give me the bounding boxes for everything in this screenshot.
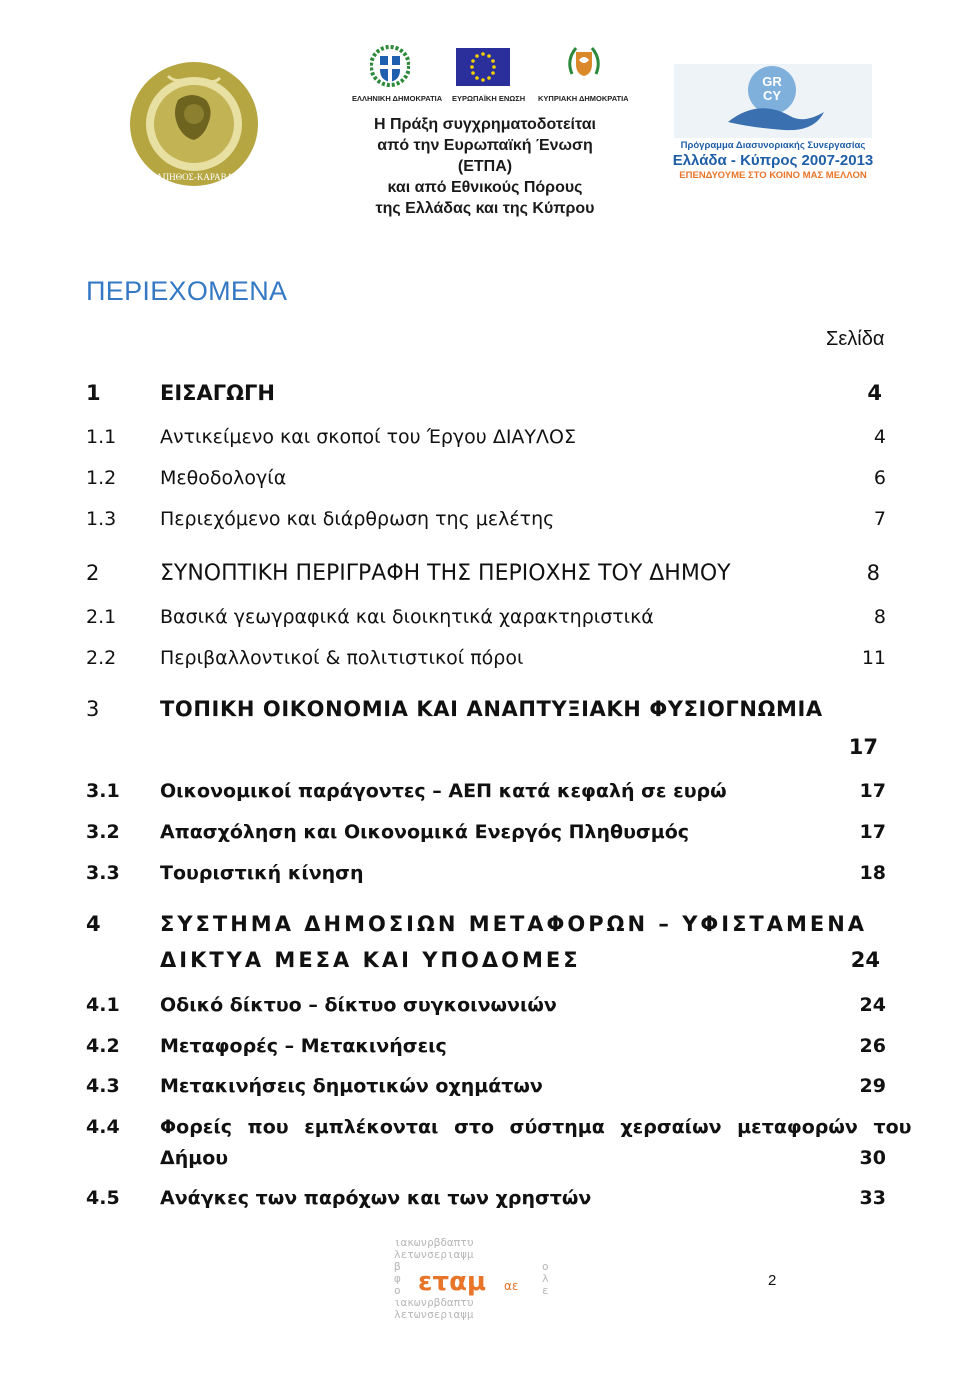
toc-entry-title: Μετακινήσεις δημοτικών οχημάτων	[160, 1075, 543, 1097]
toc-entry-number: 4	[86, 912, 101, 936]
program-emblem-icon	[668, 60, 878, 140]
toc-entry-number: 1.1	[86, 426, 117, 448]
toc-entry-title: Οικονομικοί παράγοντες – ΑΕΠ κατά κεφαλή σε ευρώ	[160, 780, 727, 802]
cofunding-line: της Ελλάδας και της Κύπρου	[375, 200, 595, 217]
cofunding-line: από την Ευρωπαϊκή Ένωση (ΕΤΠΑ)	[377, 137, 593, 175]
greek-emblem-icon	[370, 44, 410, 88]
program-line-2: Ελλάδα - Κύπρος 2007-2013	[672, 152, 874, 169]
toc-entry-title-continued: ΔΙΚΤΥΑ ΜΕΣΑ ΚΑΙ ΥΠΟΔΟΜΕΣ	[160, 948, 581, 972]
toc-entry-title: Απασχόληση και Οικονομικά Ενεργός Πληθυσμός	[160, 821, 690, 843]
toc-entry-title: ΣΥΝΟΠΤΙΚΗ ΠΕΡΙΓΡΑΦΗ ΤΗΣ ΠΕΡΙΟΧΗΣ ΤΟΥ ΔΗΜΟΥ	[160, 561, 731, 586]
program-line-1: Πρόγραμμα Διασυνοριακής Συνεργασίας	[680, 140, 866, 151]
toc-entry-title: Ανάγκες των παρόχων και των χρηστών	[160, 1187, 592, 1209]
toc-entry-title: Μεθοδολογία	[160, 467, 287, 489]
page-column-label: Σελίδα	[826, 328, 885, 350]
svg-text:ο: ο	[394, 1284, 401, 1297]
cofunding-line: Η Πράξη συγχρηματοδοτείται	[374, 116, 596, 133]
svg-text:ιακωνρβδαπτυ: ιακωνρβδαπτυ	[394, 1236, 474, 1249]
svg-text:ε: ε	[542, 1284, 549, 1297]
etam-logo-text: εταμ	[418, 1267, 487, 1297]
page-number: 2	[768, 1272, 777, 1289]
toc-entry-title: ΤΟΠΙΚΗ ΟΙΚΟΝΟΜΙΑ ΚΑΙ ΑΝΑΠΤΥΞΙΑΚΗ ΦΥΣΙΟΓΝΩΜΙΑ	[160, 697, 823, 721]
toc-entry-page: 8	[866, 561, 880, 585]
svg-text:φ: φ	[394, 1272, 401, 1285]
toc-entry-page: 17	[859, 821, 886, 843]
cyprus-emblem-icon	[564, 44, 604, 88]
toc-entry-title: ΣΥΣΤΗΜΑ ΔΗΜΟΣΙΩΝ ΜΕΤΑΦΟΡΩΝ – ΥΦΙΣΤΑΜΕΝΑ	[160, 912, 868, 936]
toc-entry-number: 1.3	[86, 508, 117, 530]
toc-entry-page: 17	[859, 780, 886, 802]
program-line-3: ΕΠΕΝΔΥΟΥΜΕ ΣΤΟ ΚΟΙΝΟ ΜΑΣ ΜΕΛΛΟΝ	[679, 170, 867, 181]
toc-entry-title: Βασικά γεωγραφικά και διοικητικά χαρακτηριστικά	[160, 606, 654, 628]
toc-entry-title: Περιεχόμενο και διάρθρωση της μελέτης	[160, 508, 555, 530]
program-badge-gr: GR	[762, 74, 782, 89]
greece-label: ΕΛΛΗΝΙΚΗ ΔΗΜΟΚΡΑΤΙΑ	[352, 94, 443, 103]
toc-entry-number: 4.1	[86, 994, 120, 1016]
svg-text:ιακωνρβδαπτυ: ιακωνρβδαπτυ	[394, 1296, 474, 1309]
toc-entry-page: 7	[873, 508, 886, 530]
svg-text:λετωνσεριαψμ: λετωνσεριαψμ	[394, 1308, 474, 1321]
seal-text: ΛΑΠΗΘΟΣ-ΚΑΡΑΒΑΣ	[149, 172, 239, 182]
toc-entry-page: 4	[873, 426, 886, 448]
toc-entry-page: 33	[859, 1187, 886, 1209]
eu-flag-icon	[456, 48, 510, 86]
program-logo	[668, 60, 878, 181]
toc-entry-number: 3.1	[86, 780, 120, 802]
svg-text:λ: λ	[542, 1272, 549, 1285]
toc-entry-title: Περιβαλλοντικοί & πολιτιστικοί πόροι	[160, 647, 524, 669]
toc-entry-page: 30	[859, 1147, 886, 1169]
svg-text:ο: ο	[542, 1260, 549, 1273]
toc-entry-page: 24	[850, 948, 880, 972]
toc-entry-title-continued: Δήμου	[160, 1147, 229, 1169]
toc-entry-page: 11	[861, 647, 886, 669]
cofunding-statement	[360, 114, 610, 219]
cyprus-label: ΚΥΠΡΙΑΚΗ ΔΗΜΟΚΡΑΤΙΑ	[538, 94, 629, 103]
toc-entry-page: 18	[859, 862, 886, 884]
toc-entry-page: 8	[873, 606, 886, 628]
toc-entry-number: 4.5	[86, 1187, 120, 1209]
toc-entry-title: Τουριστική κίνηση	[160, 862, 364, 884]
eu-label: ΕΥΡΩΠΑΪΚΗ ΕΝΩΣΗ	[452, 94, 526, 103]
toc-entry-title: ΕΙΣΑΓΩΓΗ	[160, 381, 275, 405]
toc-entry-number: 2.1	[86, 606, 117, 628]
toc-entry-number: 4.2	[86, 1035, 120, 1057]
toc-entry-title: Φορείς που εμπλέκονται στο σύστημα χερσαίων μεταφορών του	[160, 1116, 912, 1138]
toc-entry-page: 24	[859, 994, 886, 1016]
toc-entry-page: 6	[873, 467, 886, 489]
toc-entry-page: 26	[859, 1035, 886, 1057]
toc-entry-number: 4.3	[86, 1075, 120, 1097]
toc-entry-number: 3.2	[86, 821, 120, 843]
toc-entry-number: 3.3	[86, 862, 120, 884]
etam-logo-suffix: αε	[504, 1279, 519, 1293]
svg-text:β: β	[394, 1260, 401, 1273]
toc-entry-number: 1	[86, 381, 101, 405]
toc-entry-number: 3	[86, 697, 100, 721]
toc-title: ΠΕΡΙΕΧΟΜΕΝΑ	[86, 276, 288, 306]
municipality-seal-logo	[128, 60, 260, 188]
toc-entry-number: 1.2	[86, 467, 117, 489]
toc-entry-page: 17	[848, 735, 878, 759]
program-badge-cy: CY	[762, 88, 782, 103]
flags-group	[352, 44, 629, 106]
toc-entry-number: 4.4	[86, 1116, 120, 1138]
svg-text:λετωνσεριαψμ: λετωνσεριαψμ	[394, 1248, 474, 1261]
toc-entry-number: 2.2	[86, 647, 117, 669]
toc-entry-title: Οδικό δίκτυο – δίκτυο συγκοινωνιών	[160, 994, 557, 1016]
toc-entry-title: Μεταφορές – Μετακινήσεις	[160, 1035, 447, 1057]
toc-entry-title: Αντικείμενο και σκοποί του Έργου ΔΙΑΥΛΟΣ	[160, 426, 576, 448]
toc-entry-number: 2	[86, 561, 100, 585]
toc-entry-page: 4	[867, 381, 882, 405]
cofunding-line: και από Εθνικούς Πόρους	[387, 179, 583, 196]
toc-entry-page: 29	[859, 1075, 886, 1097]
etam-logo	[392, 1236, 558, 1328]
